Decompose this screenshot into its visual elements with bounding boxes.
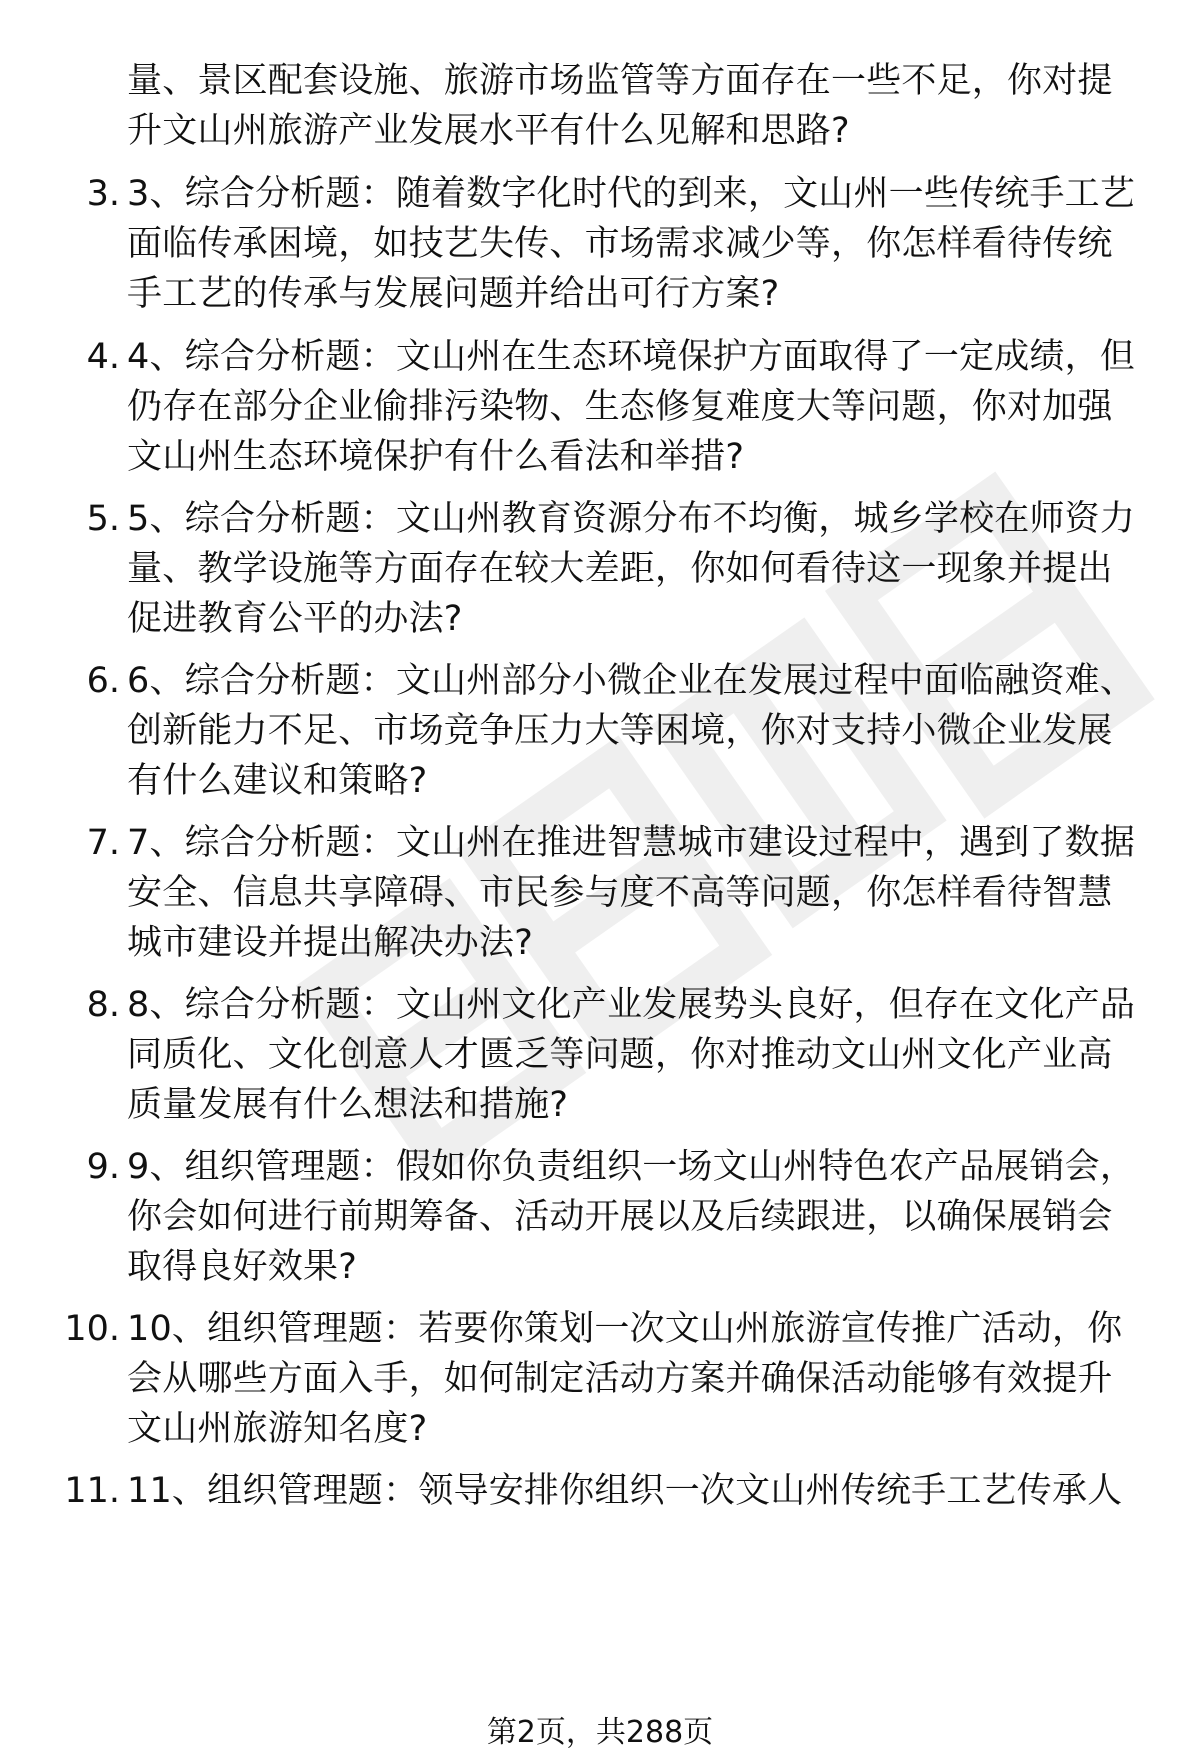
text-line: 仍存在部分企业偷排污染物、生态修复难度大等问题，你对加强 — [127, 387, 1113, 427]
text-line: 取得良好效果? — [127, 1247, 357, 1287]
question-text — [127, 494, 1167, 644]
list-number: 6. — [86, 661, 120, 701]
text-line: 文山州生态环境保护有什么看法和举措? — [127, 437, 745, 477]
text-line: 10、组织管理题：若要你策划一次文山州旅游宣传推广活动，你 — [127, 1309, 1123, 1349]
question-text — [127, 1304, 1167, 1454]
text-line: 安全、信息共享障碍、市民参与度不高等问题，你怎样看待智慧 — [127, 873, 1113, 913]
text-line: 8、综合分析题：文山州文化产业发展势头良好，但存在文化产品 — [127, 985, 1136, 1025]
text-line: 升文山州旅游产业发展水平有什么见解和思路? — [127, 111, 850, 151]
text-line: 面临传承困境，如技艺失传、市场需求减少等，你怎样看待传统 — [127, 224, 1113, 264]
page-footer: 第2页，共288页 — [486, 1715, 714, 1750]
text-line: 9、组织管理题：假如你负责组织一场文山州特色农产品展销会， — [127, 1147, 1136, 1187]
question-text — [127, 56, 1167, 156]
question-text — [127, 656, 1167, 806]
question-text — [127, 818, 1167, 968]
text-line: 3、综合分析题：随着数字化时代的到来，文山州一些传统手工艺 — [127, 174, 1136, 214]
list-number: 10. — [64, 1309, 120, 1349]
question-text — [127, 1142, 1167, 1292]
text-line: 促进教育公平的办法? — [127, 599, 463, 639]
text-line: 文山州旅游知名度? — [127, 1409, 428, 1449]
list-number: 9. — [86, 1147, 120, 1187]
question-text — [127, 332, 1167, 482]
list-number: 11. — [64, 1471, 120, 1511]
text-line: 量、教学设施等方面存在较大差距，你如何看待这一现象并提出 — [127, 549, 1113, 589]
list-number: 8. — [86, 985, 120, 1025]
text-line: 你会如何进行前期筹备、活动开展以及后续跟进，以确保展销会 — [127, 1197, 1113, 1237]
text-line: 同质化、文化创意人才匮乏等问题，你对推动文山州文化产业高 — [127, 1035, 1113, 1075]
list-number: 3. — [86, 174, 120, 214]
text-line: 会从哪些方面入手，如何制定活动方案并确保活动能够有效提升 — [127, 1359, 1113, 1399]
text-line: 手工艺的传承与发展问题并给出可行方案? — [127, 274, 780, 314]
text-line: 城市建设并提出解决办法? — [127, 923, 533, 963]
text-line: 量、景区配套设施、旅游市场监管等方面存在一些不足，你对提 — [127, 61, 1113, 101]
question-text — [127, 1628, 1167, 1678]
text-line: 5、综合分析题：文山州教育资源分布不均衡，城乡学校在师资力 — [127, 499, 1136, 539]
text-line — [127, 1628, 1167, 1678]
text-line: 6、综合分析题：文山州部分小微企业在发展过程中面临融资难、 — [127, 661, 1136, 701]
text-line: 4、综合分析题：文山州在生态环境保护方面取得了一定成绩，但 — [127, 337, 1136, 377]
text-line — [127, 1516, 1167, 1566]
question-text — [127, 1466, 1167, 1616]
text-line: 7、综合分析题：文山州在推进智慧城市建设过程中，遇到了数据 — [127, 823, 1136, 863]
list-number: 7. — [86, 823, 120, 863]
text-line: 质量发展有什么想法和措施? — [127, 1085, 569, 1125]
list-number: 4. — [86, 337, 120, 377]
text-line: 11、组织管理题：领导安排你组织一次文山州传统手工艺传承人 — [127, 1471, 1123, 1511]
text-line: 创新能力不足、市场竞争压力大等困境，你对支持小微企业发展 — [127, 711, 1113, 751]
list-number: 5. — [86, 499, 120, 539]
text-line — [127, 1566, 1167, 1616]
question-text — [127, 980, 1167, 1130]
question-text — [127, 169, 1167, 319]
text-line: 有什么建议和策略? — [127, 761, 428, 801]
